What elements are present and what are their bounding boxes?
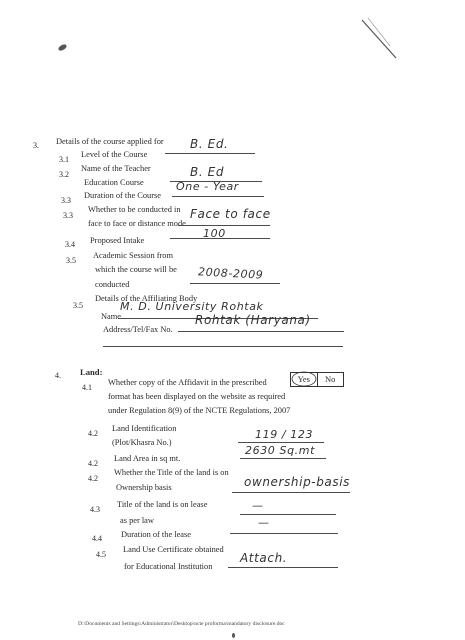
field-label: Duration of the lease [121, 530, 191, 539]
field-label: Whether to be conducted in [88, 205, 181, 214]
fill-line [170, 238, 270, 239]
fill-line [190, 283, 280, 284]
item-number: 3.4 [65, 240, 75, 249]
lease-title-value: — [252, 499, 264, 512]
section-3-title: Details of the course applied for [56, 137, 164, 146]
no-option: No [317, 373, 344, 386]
section-4-number: 4. [55, 371, 61, 380]
item-number: 3.1 [59, 155, 69, 164]
intake-value: 100 [203, 227, 226, 240]
course-name-value: B. Ed [190, 165, 225, 179]
item-number: 4.2 [88, 474, 98, 483]
item-number: 3.3 [63, 211, 73, 220]
field-label: (Plot/Khasra No.) [112, 438, 172, 447]
field-label: format has been displayed on the website as required [108, 392, 286, 401]
field-label: Name of the Teacher [81, 164, 151, 173]
lease-duration-value: — [258, 516, 270, 529]
academic-session-value: 2008-2009 [197, 265, 264, 282]
course-level-value: B. Ed. [190, 137, 229, 151]
field-label: Ownership basis [116, 483, 172, 492]
item-number: 4.3 [90, 505, 100, 514]
scan-speck [232, 633, 235, 638]
ownership-basis-value: ownership-basis [244, 475, 351, 489]
item-number: 3.2 [59, 170, 69, 179]
land-use-certificate-value: Attach. [240, 551, 288, 565]
teaching-mode-value: Face to face [190, 207, 271, 221]
section-3-number: 3. [33, 141, 39, 150]
field-label: for Educational Institution [124, 562, 213, 571]
land-identification-value: 119 / 123 [255, 428, 314, 441]
field-label: Whether the Title of the land is on [114, 468, 229, 477]
field-label: Academic Session from [93, 251, 174, 260]
field-label: Land Use Certificate obtained [123, 545, 224, 554]
item-number: 3.5 [73, 301, 83, 310]
affiliating-body-address-value: Rohtak (Haryana) [195, 313, 311, 327]
course-duration-value: One - Year [176, 180, 239, 193]
footer-file-path: D:\Documents and Settings\Administrator\Desktop\ncte proforma\mandatory disclosure.doc [78, 621, 285, 627]
field-label: as per law [120, 516, 154, 525]
fill-line [165, 153, 255, 154]
field-label: Land Identification [112, 424, 177, 433]
field-label: Title of the land is on lease [117, 500, 208, 509]
item-number: 3.5 [66, 256, 76, 265]
field-label: Whether copy of the Affidavit in the prescribed [108, 378, 267, 387]
fill-line [178, 225, 270, 226]
fill-line [178, 331, 344, 332]
item-number: 3.3 [61, 196, 71, 205]
field-label: Proposed Intake [90, 236, 145, 245]
section-4-title: Land: [80, 367, 103, 377]
field-label: face to face or distance mode. [88, 219, 188, 228]
land-area-value: 2630 Sq.mt [245, 444, 315, 457]
fill-line [238, 442, 324, 443]
page-fold-mark [360, 18, 400, 62]
field-label: Address/Tel/Fax No. [103, 325, 173, 334]
item-number: 4.2 [88, 459, 98, 468]
field-label: Name [101, 312, 121, 321]
fill-line [172, 196, 264, 197]
fill-line [103, 346, 343, 347]
field-label: under Regulation 8(9) of the NCTE Regulations, 2007 [108, 406, 291, 415]
fill-line [232, 492, 350, 493]
field-label: Level of the Course [81, 150, 148, 159]
field-label: Details of the Affiliating Body [95, 294, 198, 303]
field-label: Land Area in sq mt. [114, 454, 181, 463]
fill-line [240, 458, 326, 459]
yes-option: Yes [297, 374, 310, 384]
fill-line [230, 533, 338, 534]
item-number: 4.1 [82, 383, 92, 392]
field-label: Duration of the Course [84, 191, 161, 200]
field-label: which the course will be [95, 265, 177, 274]
yes-circle-mark [290, 370, 318, 388]
scan-speck [57, 43, 67, 52]
fill-line [240, 514, 336, 515]
fill-line [228, 567, 338, 568]
affiliating-body-name-value: M. D. University Rohtak [120, 300, 264, 313]
item-number: 4.4 [92, 534, 102, 543]
field-label: Education Course [84, 178, 144, 187]
item-number: 4.2 [88, 429, 98, 438]
field-label: conducted [95, 280, 130, 289]
item-number: 4.5 [96, 550, 106, 559]
